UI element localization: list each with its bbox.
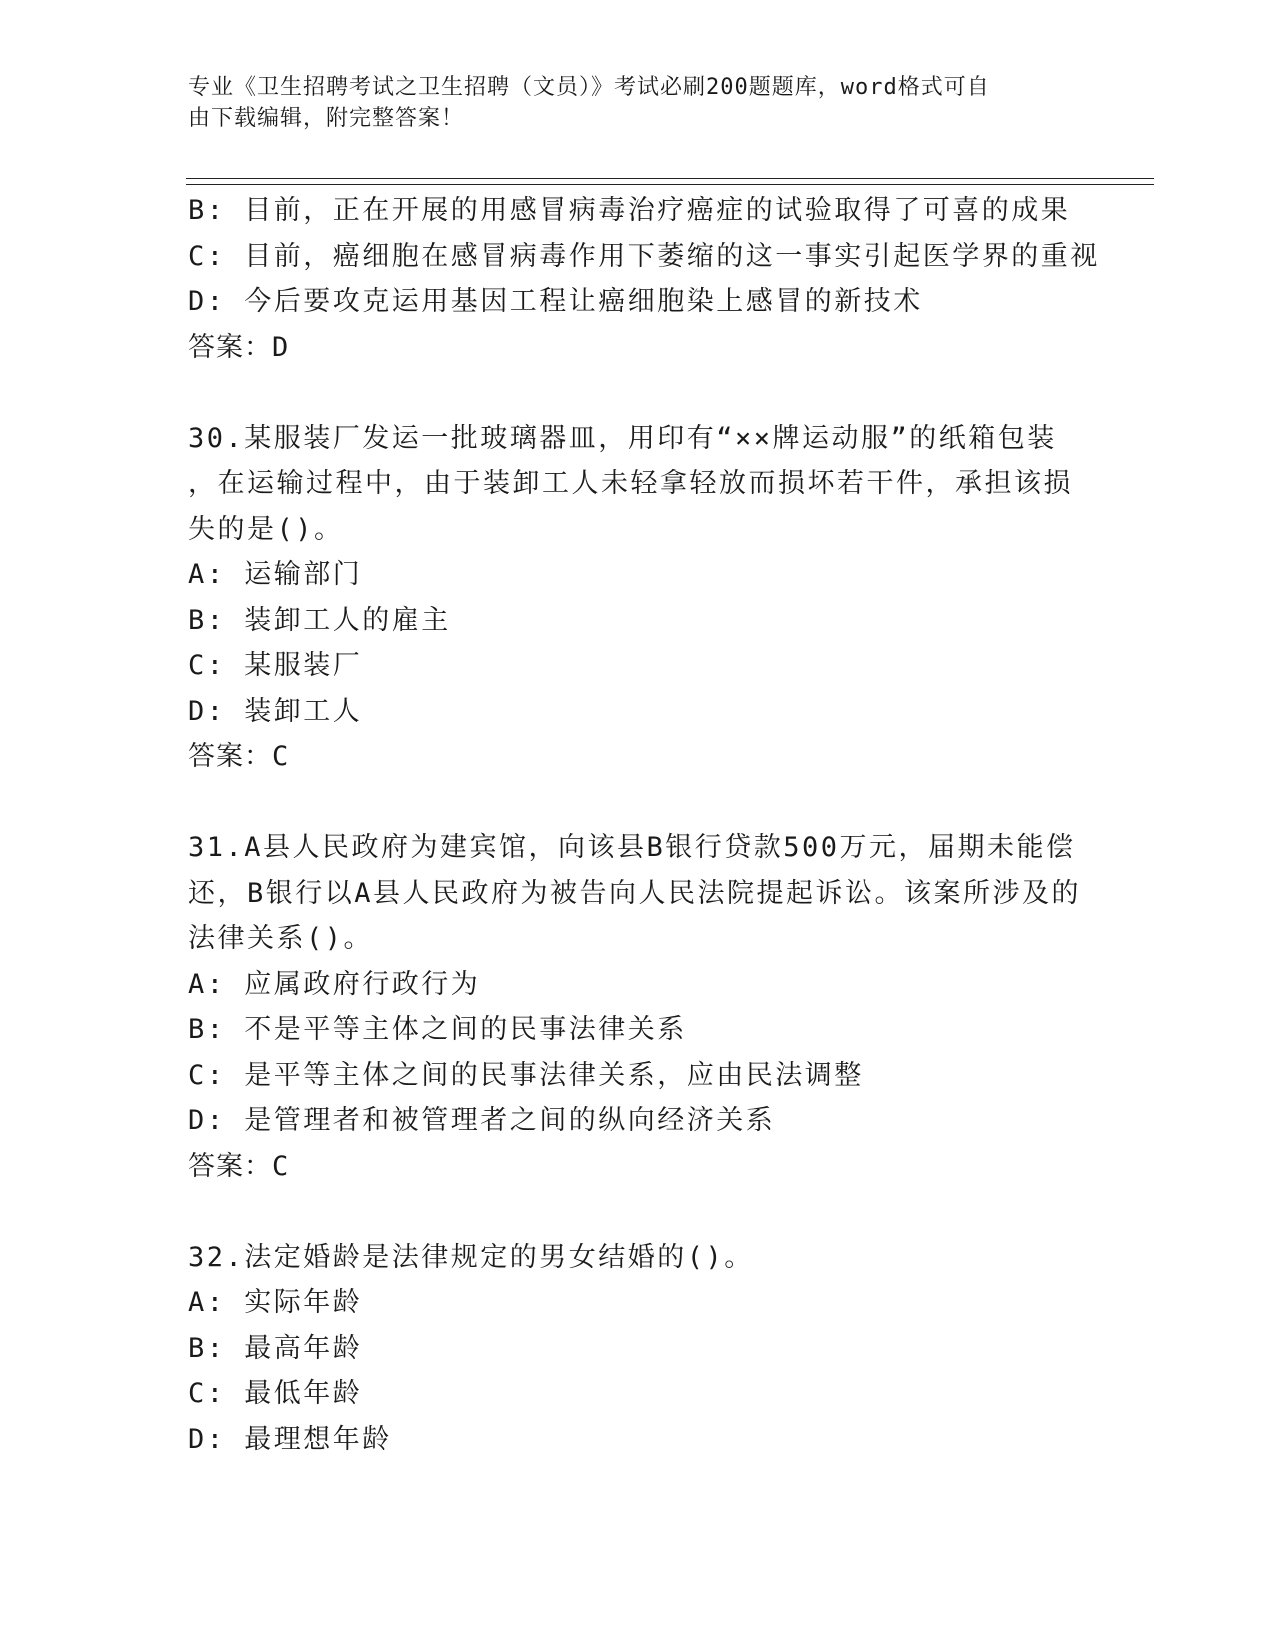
question-block-29 bbox=[188, 188, 1100, 370]
option-d: D: 装卸工人 bbox=[188, 695, 363, 727]
option-b: B: 不是平等主体之间的民事法律关系 bbox=[188, 1014, 687, 1045]
answer-line: 答案：D bbox=[188, 331, 290, 363]
answer-line: 答案：C bbox=[188, 1150, 290, 1182]
document-header bbox=[188, 72, 1068, 134]
option-b: B: 目前，正在开展的用感冒病毒治疗癌症的试验取得了可喜的成果 bbox=[188, 195, 1071, 226]
option-c: C: 是平等主体之间的民事法律关系，应由民法调整 bbox=[188, 1059, 864, 1091]
header-divider bbox=[186, 178, 1154, 179]
option-b: B: 装卸工人的雇主 bbox=[188, 604, 451, 636]
header-line-1: 专业《卫生招聘考试之卫生招聘（文员）》考试必刷200题题库，word格式可自 bbox=[188, 75, 990, 100]
option-c: C: 某服装厂 bbox=[188, 650, 363, 681]
question-text-line: ，在运输过程中，由于装卸工人未轻拿轻放而损坏若干件，承担该损 bbox=[188, 468, 1073, 499]
option-b: B: 最高年龄 bbox=[188, 1332, 363, 1364]
header-divider-lower bbox=[186, 184, 1154, 185]
spacer bbox=[188, 1189, 1088, 1235]
question-text-line: 失的是()。 bbox=[188, 513, 344, 545]
question-block-32 bbox=[188, 1235, 1088, 1463]
spacer bbox=[188, 370, 1088, 416]
question-text-line: 31.A县人民政府为建宾馆，向该县B银行贷款500万元，届期未能偿 bbox=[188, 832, 1076, 863]
answer-line: 答案：C bbox=[188, 741, 290, 772]
option-c: C: 目前，癌细胞在感冒病毒作用下萎缩的这一事实引起医学界的重视 bbox=[188, 240, 1100, 272]
question-block-31 bbox=[188, 825, 1088, 1189]
option-d: D: 今后要攻克运用基因工程让癌细胞染上感冒的新技术 bbox=[188, 286, 923, 317]
question-text-line: 32.法定婚龄是法律规定的男女结婚的()。 bbox=[188, 1241, 754, 1273]
option-a: A: 应属政府行政行为 bbox=[188, 968, 481, 1000]
spacer bbox=[188, 780, 1088, 826]
option-a: A: 运输部门 bbox=[188, 559, 363, 590]
option-d: D: 最理想年龄 bbox=[188, 1423, 392, 1455]
question-text-line: 法律关系()。 bbox=[188, 923, 374, 954]
header-line-2: 由下载编辑，附完整答案！ bbox=[188, 106, 465, 131]
question-list bbox=[188, 188, 1100, 1462]
option-c: C: 最低年龄 bbox=[188, 1378, 363, 1409]
option-d: D: 是管理者和被管理者之间的纵向经济关系 bbox=[188, 1105, 776, 1136]
option-a: A: 实际年龄 bbox=[188, 1287, 363, 1318]
question-text-line: 还，B银行以A县人民政府为被告向人民法院提起诉讼。该案所涉及的 bbox=[188, 877, 1082, 909]
question-text-line: 30.某服装厂发运一批玻璃器皿，用印有“××牌运动服”的纸箱包装 bbox=[188, 422, 1057, 454]
question-block-30 bbox=[188, 416, 1088, 780]
